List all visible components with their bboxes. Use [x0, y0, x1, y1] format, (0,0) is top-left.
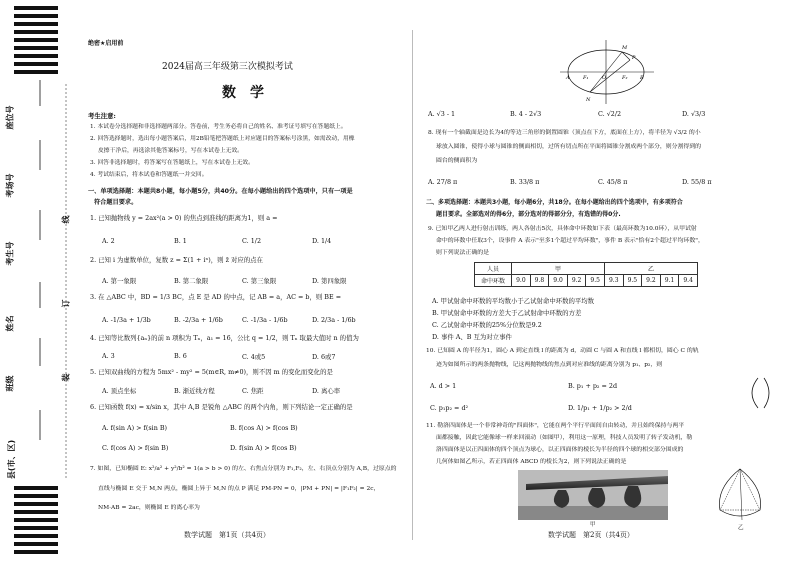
q6-opt-a: A. f(sin A) > f(sin B)	[102, 424, 168, 432]
binding-stripe	[14, 502, 58, 506]
binding-stripe	[14, 62, 58, 66]
binding-mark-line: 线	[61, 215, 71, 224]
q1-opt-c: C. 1/2	[242, 237, 262, 245]
q8-line1: 8. 现有一个轴截面是边长为4的等边三角形的倒置圆锥（顶点在下方，底面在上方），将半径为 √3/2 的小	[428, 130, 701, 136]
binding-stripe	[14, 486, 58, 490]
ellipse-label-f2: F₂	[622, 75, 628, 81]
name-label: 姓名	[5, 315, 15, 332]
ellipse-figure	[556, 38, 656, 106]
q11-line1: 11. 勒洛四面体是一个非常神奇的"四面体"，它能在两个平行平面间自由转动，并且始终保持与两平	[426, 423, 685, 429]
table-cell: 9.2	[642, 275, 661, 287]
note-3: 3. 回答非选择题时，将答案写在答题纸上，写在本试卷上无效。	[90, 160, 254, 166]
q10-line2: 迹为如图所示的两条抛物线，记这两抛物线的焦点到对应准线的距离分别为 p₁、p₂，则	[436, 362, 663, 368]
q8-line3: 圆台的侧面积为	[436, 158, 478, 164]
q10-opt-c: C. p₁p₂ = d²	[430, 404, 469, 412]
q9-opt-d: D. 事件 A、B 互为对立事件	[432, 333, 512, 341]
q6-stem: 6. 已知函数 f(x) = x/sin x，其中 A,B 是锐角 △ABC 的两个内角，则下列结论一定正确的是	[90, 403, 353, 411]
note-2: 2. 回答选择题时，选出每小题答案后，用2B铅笔把答题纸上对应题目的答案标号涂黑，如需改动，用橡	[90, 136, 355, 142]
table-cell: 9.8	[530, 275, 549, 287]
q5-opt-c: C. 焦距	[242, 387, 264, 395]
notes-title: 考生注意:	[88, 112, 116, 120]
parabola-figure	[742, 376, 778, 410]
section1-heading-2: 符合题目要求。	[94, 199, 138, 206]
q2-opt-a: A. 第一象限	[102, 277, 137, 285]
q4-opt-c: C. 4或5	[242, 353, 266, 361]
binding-stripe	[14, 46, 58, 50]
page-right	[418, 0, 790, 561]
binding-mark-bind: 装	[61, 373, 71, 382]
q10-opt-d: D. 1/p₁ + 1/p₂ > 2/d	[568, 404, 632, 412]
subject-title: 数 学	[222, 85, 264, 101]
table-cell: 9.0	[549, 275, 568, 287]
binding-stripe	[14, 14, 58, 18]
seat-number-label: 座位号	[5, 105, 15, 130]
q9-score-table	[474, 262, 698, 287]
exam-title: 2024届高三年级第三次模拟考试	[162, 62, 293, 72]
q8-opt-d: D. 55/8 π	[682, 178, 712, 186]
table-cell: 9.5	[586, 275, 605, 287]
note-4: 4. 考试结束后，将本试卷和答题纸一并交回。	[90, 172, 208, 178]
note-1: 1. 本试卷分选择题和非选择题两部分。答卷前，考生务必将自己的姓名、准考证号填写在答题纸上。	[90, 124, 347, 130]
q1-opt-d: D. 1/4	[312, 237, 332, 245]
page-left	[80, 0, 412, 561]
ellipse-label-b: B	[640, 75, 644, 81]
q3-opt-b: B. -2/3a + 1/6b	[174, 316, 223, 324]
q3-opt-d: D. 2/3a - 1/6b	[312, 316, 356, 324]
q7-opt-c: C. √2/2	[598, 110, 622, 118]
q3-stem: 3. 在 △ABC 中，BD = 1/3 BC，点 E 是 AD 的中点，记 AB = a，AC = b，则 BE =	[90, 293, 342, 301]
room-number-label: 考场号	[5, 173, 15, 198]
q5-stem: 5. 已知双曲线的方程为 5mx² - my² = 5(m∈R, m≠0)，则不因 m 的变化而变化的是	[90, 368, 333, 376]
ellipse-label-m: M	[622, 45, 628, 51]
q1-opt-a: A. 2	[102, 237, 115, 245]
q11-line2: 面都接触，因此它能像球一样来回滚动（如图甲），利用这一原理，科技人员发明了转子发动机，勒	[436, 435, 693, 441]
ellipse-label-o: O	[602, 75, 607, 81]
binding-stripe	[14, 30, 58, 34]
q11-line4: 几何体如图乙所示，若正四面体 ABCD 的棱长为2，则下列说法正确的是	[436, 459, 627, 465]
table-head-person: 人员	[475, 263, 512, 275]
q9-opt-b: B. 甲试射命中环数的方差大于乙试射命中环数的方差	[432, 309, 582, 317]
q8-opt-c: C. 45/8 π	[598, 178, 628, 186]
table-cell: 9.3	[604, 275, 623, 287]
ellipse-label-a: A	[566, 75, 570, 81]
county-label: 县(市、区)	[7, 439, 17, 480]
binding-stripe	[14, 6, 58, 10]
footer-left: 数学试题 第1页（共4页）	[184, 531, 270, 539]
table-head-jia: 甲	[512, 263, 605, 275]
q9-opt-c: C. 乙试射命中环数的25%分位数是9.2	[432, 321, 542, 329]
q4-stem: 4. 已知等比数列{aₙ}的前 n 项积为 Tₙ，a₁ = 16，公比 q = 1/2，则 Tₙ 取最大值时 n 的值为	[90, 334, 359, 342]
q5-opt-d: D. 离心率	[312, 387, 341, 395]
q8-opt-a: A. 27/8 π	[428, 178, 458, 186]
reuleaux-photo-figure	[518, 470, 668, 520]
q5-opt-a: A. 顶点坐标	[102, 387, 137, 395]
binding-stripe	[14, 542, 58, 546]
fig-label-jia: 甲	[590, 522, 596, 528]
q4-opt-a: A. 3	[102, 352, 115, 360]
q10-opt-b: B. p₁ + p₂ = 2d	[568, 382, 618, 390]
table-cell: 9.4	[679, 275, 698, 287]
binding-stripe	[14, 38, 58, 42]
q9-opt-a: A. 甲试射命中环数的平均数小于乙试射命中环数的平均数	[432, 297, 595, 305]
q7-line1: 7. 如图，已知椭圆 E: x²/a² + y²/b² = 1(a > b > 0) 的左、右焦点分别为 F₁,F₂，左、右顶点分别为 A,B，过原点的	[90, 466, 397, 472]
q2-opt-c: C. 第三象限	[242, 277, 277, 285]
q9-line2: 命中的环数中任取3个，设事件 A 表示"至多1个超过平均环数"，事件 B 表示"恰有2个超过平均环数"，	[436, 238, 704, 244]
q4-opt-d: D. 6或7	[312, 353, 336, 361]
q3-opt-c: C. -1/3a - 1/6b	[242, 316, 288, 324]
binding-stripe	[14, 518, 58, 522]
binding-stripe	[14, 54, 58, 58]
table-cell: 9.2	[567, 275, 586, 287]
binding-stripe	[14, 494, 58, 498]
class-label: 班级	[5, 375, 15, 392]
table-cell: 9.5	[623, 275, 642, 287]
binding-stripe	[14, 550, 58, 554]
section2-heading: 二、多项选择题：本题共3小题，每小题6分，共18分。在每小题给出的四个选项中，有多项符合	[426, 199, 683, 206]
q7-opt-d: D. √3/3	[682, 110, 706, 118]
q5-opt-b: B. 渐近线方程	[174, 387, 215, 395]
candidate-number-label: 考生号	[5, 241, 15, 266]
q1-opt-b: B. 1	[174, 237, 187, 245]
table-cell: 9.1	[660, 275, 679, 287]
table-cell: 9.0	[512, 275, 531, 287]
q7-line2: 直线与椭圆 E 交于 M,N 两点，椭圆上异于 M,N 的点 P 满足 PM·PN = 0，|PM + PN| = |F₁F₂| = 2c，	[98, 486, 380, 492]
section2-heading-2: 题目要求。全部选对的得6分，部分选对的得部分分，有选错的得0分.	[436, 211, 621, 218]
secret-mark: 绝密★启用前	[88, 40, 124, 47]
table-head-yi: 乙	[604, 263, 697, 275]
table-row-label: 命中环数	[475, 275, 512, 287]
binding-stripe	[14, 22, 58, 26]
q2-opt-d: D. 第四象限	[312, 277, 347, 285]
q6-opt-d: D. f(sin A) > f(cos B)	[230, 444, 297, 452]
note-2b: 皮擦干净后，再选涂其他答案标号，写在本试卷上无效。	[98, 148, 243, 154]
q4-opt-b: B. 6	[174, 352, 187, 360]
ellipse-label-n: N	[586, 97, 591, 103]
q9-line1: 9. 已知甲乙两人进行射击训练，两人各射击5次，具体命中环数如下表（最高环数为10.0环），从甲试射	[428, 226, 697, 232]
ellipse-label-f1: F₁	[583, 75, 589, 81]
q11-line3: 洛四面体是以正四面体的四个顶点为球心，以正四面体的棱长为半径的四个球的相交部分围成的	[436, 447, 684, 453]
footer-right: 数学试题 第2页（共4页）	[548, 531, 634, 539]
page-divider	[412, 30, 413, 540]
binding-stripe	[14, 70, 58, 74]
q2-opt-b: B. 第二象限	[174, 277, 209, 285]
binding-stripe	[14, 526, 58, 530]
q9-line3: 则下列说法正确的是	[436, 250, 490, 256]
q2-stem: 2. 已知 i 为虚数单位，复数 z = Σ(1 + iⁿ)，则 z̄ 对应的点在	[90, 256, 263, 264]
reuleaux-tetrahedron-figure	[712, 466, 768, 524]
q7-opt-b: B. 4 - 2√3	[510, 110, 542, 118]
ellipse-label-p: P	[632, 55, 636, 61]
binding-stripe	[14, 510, 58, 514]
q10-line1: 10. 已知圆 A 的半径为1，圆心 A 到定直线 l 的距离为 d，动圆 C 与圆 A 和直线 l 都相切，圆心 C 的轨	[426, 348, 699, 354]
binding-stripe	[14, 534, 58, 538]
q6-opt-b: B. f(cos A) > f(cos B)	[230, 424, 298, 432]
q8-line2: 球放入圆锥，使得小球与圆锥的侧面相切，过所有切点所在平面将圆锥分割成两个部分，则分割得到的	[436, 144, 702, 150]
q10-opt-a: A. d > 1	[430, 382, 457, 390]
section1-heading: 一、单项选择题：本题共8小题，每小题5分，共40分。在每小题给出的四个选项中，只有一项是	[88, 188, 353, 195]
binding-mark-order: 订	[61, 299, 71, 308]
fig-label-yi: 乙	[738, 525, 744, 531]
q8-opt-b: B. 33/8 π	[510, 178, 540, 186]
q7-opt-a: A. √3 - 1	[428, 110, 456, 118]
q7-line3: NM·AB = 2ac，则椭圆 E 的离心率为	[98, 505, 200, 511]
q3-opt-a: A. -1/3a + 1/3b	[102, 316, 151, 324]
q6-opt-c: C. f(cos A) > f(sin B)	[102, 444, 169, 452]
q1-stem: 1. 已知抛物线 y = 2ax²(a > 0) 的焦点到准线的距离为1，则 a =	[90, 214, 278, 222]
